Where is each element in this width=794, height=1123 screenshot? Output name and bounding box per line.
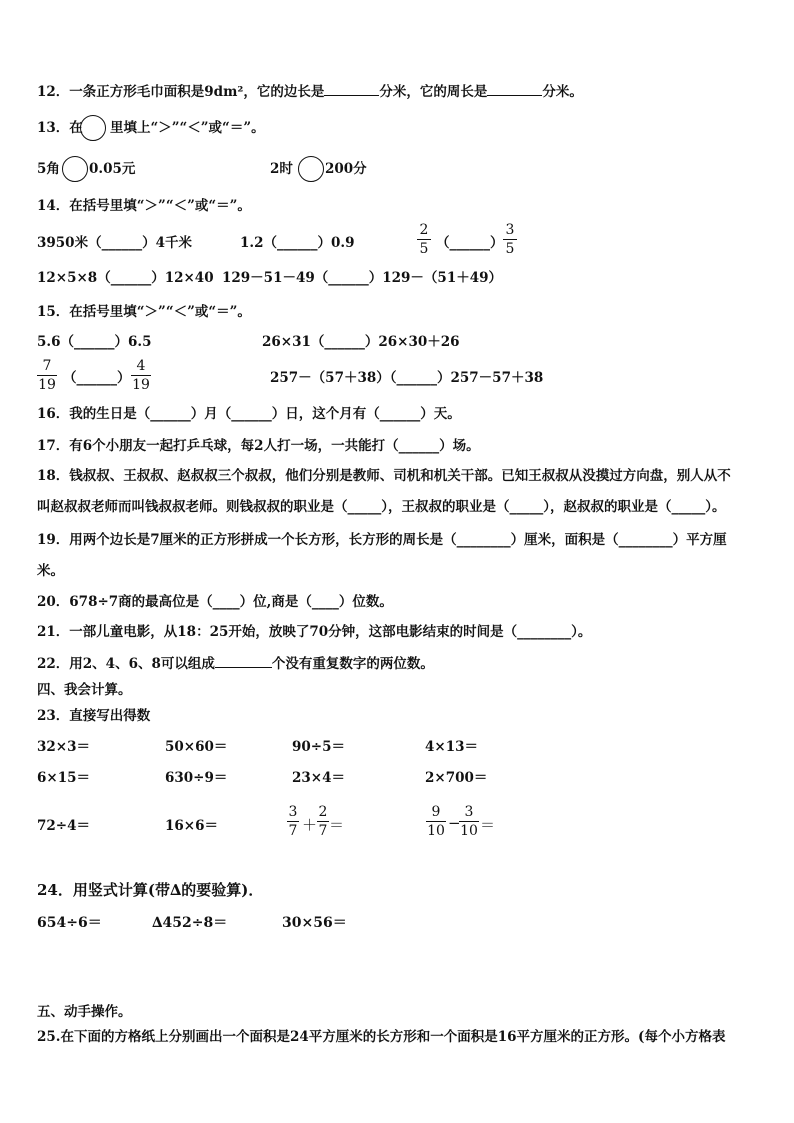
denominator: 10 xyxy=(460,823,478,839)
q22-text-b: 个没有重复数字的两位数。 xyxy=(271,656,434,672)
vertical-calc-item: 30×56＝ xyxy=(282,915,347,931)
calc-item: 6×15＝ xyxy=(37,770,90,786)
answer-blank[interactable] xyxy=(324,95,379,96)
minus-sign: − xyxy=(448,814,461,832)
calc-item: 2×700＝ xyxy=(425,770,488,786)
vertical-calc-item: 654÷6＝ xyxy=(37,915,102,931)
question-17: 17．有6个小朋友一起打乒乓球，每2人打一场，一共能打（______）场。 xyxy=(37,438,480,454)
question-18-line-2: 叫赵叔叔老师而叫钱叔叔老师。则钱叔叔的职业是（_____），王叔叔的职业是（_____），赵叔叔的职业是（_____）。 xyxy=(37,499,726,515)
fraction xyxy=(37,358,57,393)
calc-item: 4×13＝ xyxy=(425,739,478,755)
equals-sign: ＝ xyxy=(480,816,496,834)
denominator: 5 xyxy=(419,241,429,257)
question-16: 16．我的生日是（______）月（______）日，这个月有（______）天。 xyxy=(37,406,461,422)
q22-text-a: 22．用2、4、6、8可以组成 xyxy=(37,656,215,672)
question-19-line-2: 米。 xyxy=(37,563,64,579)
question-19-line-1: 19．用两个边长是7厘米的正方形拼成一个长方形，长方形的周长是（________）厘米，面积是（________）平方厘 xyxy=(37,532,727,548)
calc-item: 16×6＝ xyxy=(165,818,218,834)
question-15-title: 15．在括号里填“＞”“＜”或“＝”。 xyxy=(37,304,251,320)
denominator: 7 xyxy=(318,823,328,839)
question-12 xyxy=(37,82,583,102)
question-25: 25.在下面的方格纸上分别画出一个面积是24平方厘米的长方形和一个面积是16平方厘米的正方形。(每个小方格表 xyxy=(37,1029,726,1045)
q14-item-c: （______） xyxy=(436,235,504,251)
plus-sign: ＋ xyxy=(302,816,318,834)
fraction xyxy=(287,804,299,839)
numerator: 7 xyxy=(42,358,52,374)
q12-text-a: 12．一条正方形毛巾面积是9dm²，它的边长是 xyxy=(37,84,325,100)
q15-item-b: 26×31（______）26×30＋26 xyxy=(262,334,460,350)
numerator: 2 xyxy=(419,222,429,238)
q13-item-1-left: 5角 xyxy=(37,161,60,177)
calc-item: 32×3＝ xyxy=(37,739,90,755)
question-23-title: 23．直接写出得数 xyxy=(37,708,151,724)
denominator: 7 xyxy=(288,823,298,839)
q14-item-b: 1.2（______）0.9 xyxy=(240,235,355,251)
question-24-title: 24．用竖式计算(带∆的要验算)． xyxy=(37,881,264,899)
answer-blank[interactable] xyxy=(215,667,272,668)
denominator: 19 xyxy=(132,377,150,393)
q12-text-b: 分米，它的周长是 xyxy=(379,84,488,100)
vertical-calc-item: ∆452÷8＝ xyxy=(152,915,228,931)
question-20: 20．678÷7商的最高位是（____）位,商是（____）位数。 xyxy=(37,594,393,610)
numerator: 2 xyxy=(318,804,328,820)
answer-blank[interactable] xyxy=(487,95,542,96)
section-5-heading: 五、动手操作。 xyxy=(37,1004,132,1020)
question-21: 21．一部儿童电影，从18：25开始，放映了70分钟，这部电影结束的时间是（________）。 xyxy=(37,624,592,640)
equals-sign: ＝ xyxy=(329,816,345,834)
fraction xyxy=(317,804,329,839)
compare-circle[interactable] xyxy=(298,156,324,182)
calc-item: 630÷9＝ xyxy=(165,770,228,786)
numerator: 3 xyxy=(505,222,515,238)
numerator: 3 xyxy=(288,804,298,820)
compare-circle[interactable] xyxy=(80,115,106,141)
q14-row2-b: 129－51－49（______）129－（51＋49） xyxy=(222,270,503,286)
fraction xyxy=(426,804,446,839)
numerator: 4 xyxy=(136,358,146,374)
calc-item: 72÷4＝ xyxy=(37,818,90,834)
fraction xyxy=(459,804,479,839)
q13-item-2-left: 2时 xyxy=(270,161,293,177)
numerator: 3 xyxy=(464,804,474,820)
calc-item: 90÷5＝ xyxy=(292,739,345,755)
question-13-a: 13．在 xyxy=(37,120,83,136)
q14-item-a: 3950米（______）4千米 xyxy=(37,235,192,251)
q13-item-2-right: 200分 xyxy=(325,161,367,177)
q15-item-a: 5.6（______）6.5 xyxy=(37,334,152,350)
q12-text-c: 分米。 xyxy=(542,84,583,100)
question-22 xyxy=(37,654,434,674)
denominator: 5 xyxy=(505,241,515,257)
section-4-heading: 四、我会计算。 xyxy=(37,682,132,698)
question-18-line-1: 18．钱叔叔、王叔叔、赵叔叔三个叔叔，他们分别是教师、司机和机关干部。已知王叔叔从没摸过方向盘，别人从不 xyxy=(37,468,731,484)
q13-item-1-right: 0.05元 xyxy=(89,161,136,177)
calc-item: 23×4＝ xyxy=(292,770,345,786)
denominator: 10 xyxy=(427,823,445,839)
calc-item: 50×60＝ xyxy=(165,739,228,755)
question-14-title: 14．在括号里填“＞”“＜”或“＝”。 xyxy=(37,198,251,214)
fraction xyxy=(131,358,151,393)
q15-item-c: （______） xyxy=(63,370,131,386)
fraction xyxy=(417,222,431,257)
compare-circle[interactable] xyxy=(62,156,88,182)
numerator: 9 xyxy=(431,804,441,820)
denominator: 19 xyxy=(38,377,56,393)
q14-row2-a: 12×5×8（______）12×40 xyxy=(37,270,214,286)
fraction xyxy=(503,222,517,257)
q15-item-d: 257－（57＋38）（______）257－57＋38 xyxy=(270,370,544,386)
question-13-b: 里填上“＞”“＜”或“＝”。 xyxy=(110,120,265,136)
